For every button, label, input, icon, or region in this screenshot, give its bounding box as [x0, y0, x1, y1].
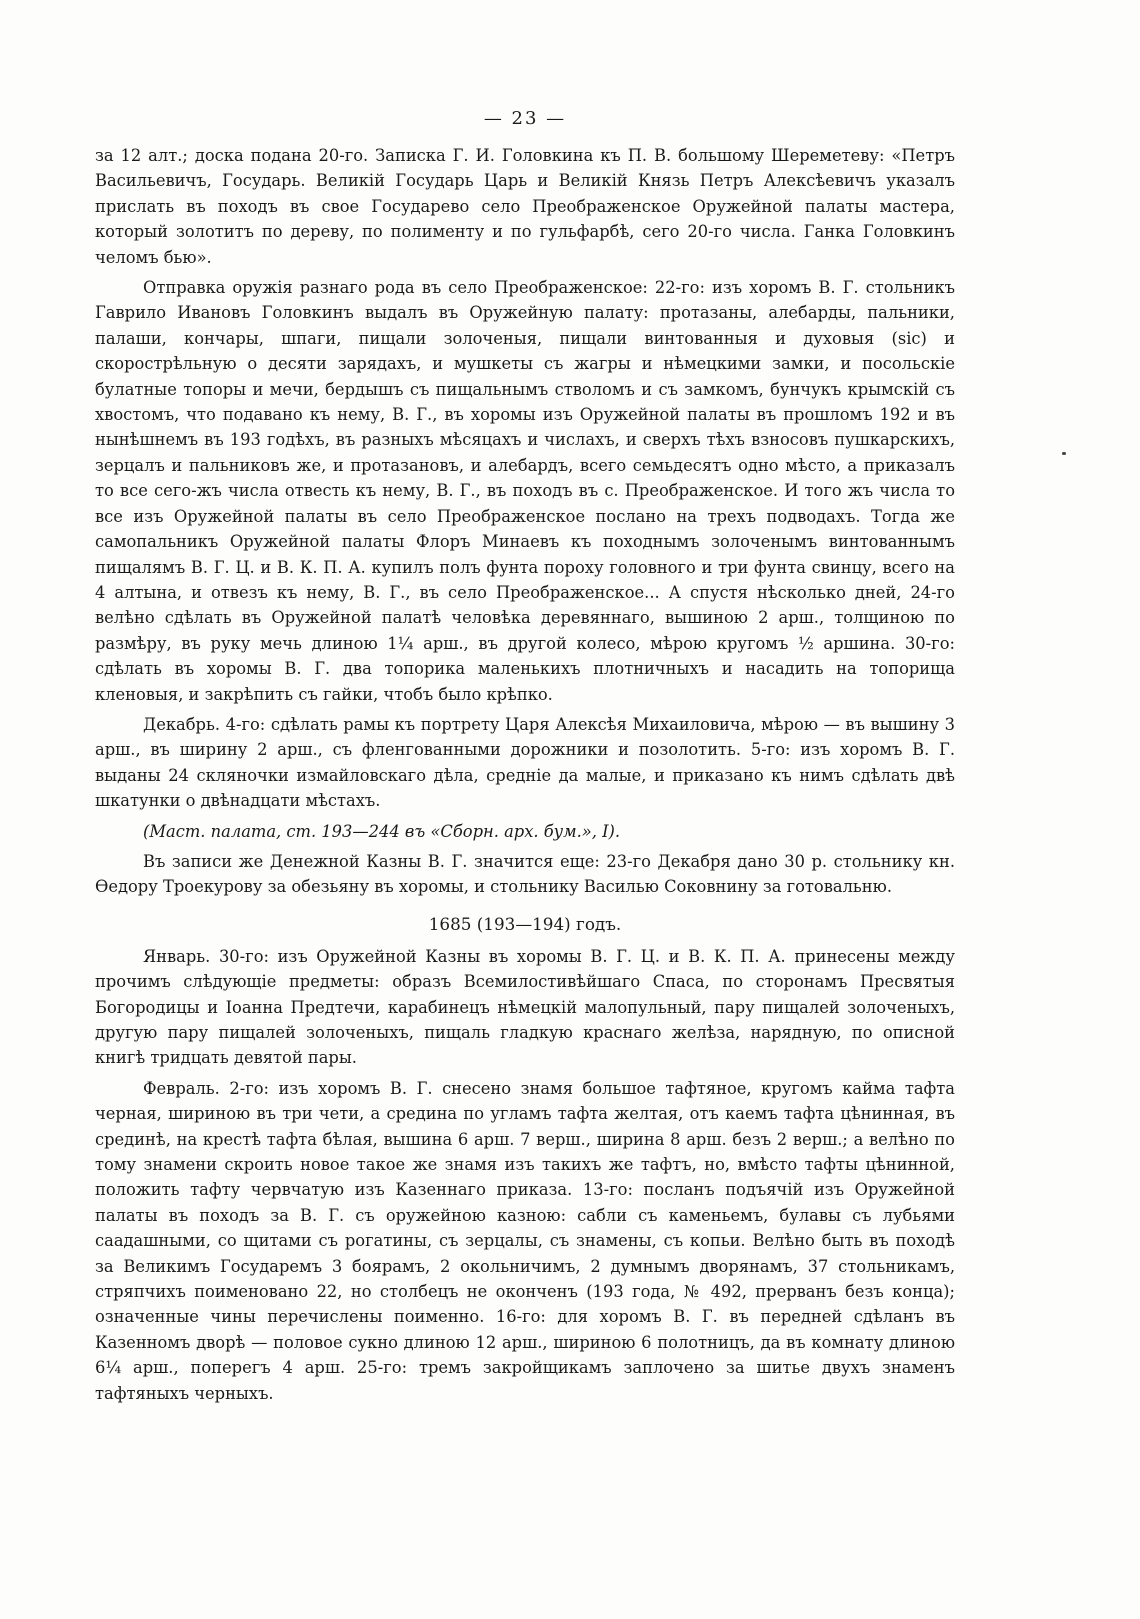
paragraph-december: Декабрь. 4-го: сдѣлать рамы къ портрету Царя Алексѣя Михаиловича, мѣрою — въ вышину 3 арш., въ ширину 2 арш., съ фленгованными дорожники и позолотить. 5-го: изъ хоромъ В. Г. выданы 24 скляночки измайловскаго дѣла, средніе да малые, и приказано къ нимъ сдѣлать двѣ шкатунки о двѣнадцати мѣстахъ. — [95, 714, 955, 811]
paragraph-february: Февраль. 2-го: изъ хоромъ В. Г. снесено знамя большое тафтяное, кругомъ кайма тафта черная, шириною въ три чети, а средина по угламъ тафта желтая, отъ каемъ тафта цѣнинная, въ срединѣ, на крестѣ тафта бѣлая, вышина 6 арш. 7 верш., ширина 8 арш. безъ 2 верш.; а велѣно по тому знамени скроить новое такое же знамя изъ такихъ же тафтъ, но, вмѣсто тафты цѣнинной, положить тафту червчатую изъ Казеннаго приказа. 13-го: посланъ подъячій изъ Оружейной палаты въ походъ за В. Г. съ оружейною казною: сабли съ каменьемъ, булавы съ лубьями саадашными, со щитами съ рогатины, съ зерцалы, съ знамены, съ копьи. Велѣно быть въ походѣ за Великимъ Государемъ 3 боярамъ, 2 окольничимъ, 2 думнымъ дворянамъ, 37 стольникамъ, стряпчихъ поименовано 22, но столбецъ не оконченъ (193 года, № 492, прерванъ безъ конца); означенные чины перечислены поименно. 16-го: для хоромъ В. Г. въ передней сдѣланъ въ Казенномъ дворѣ — половое сукно длиною 12 арш., шириною 6 полотницъ, да въ комнату длиною 6¼ арш., поперегъ 4 арш. 25-го: тремъ закройщикамъ заплочено за шитье двухъ знаменъ тафтяныхъ черныхъ. — [95, 1078, 955, 1403]
source-citation: (Маст. палата, ст. 193—244 въ «Сборн. арх. бум.», I). — [143, 821, 621, 841]
document-page — [95, 108, 955, 1411]
paragraph-golovkin-note: за 12 алт.; доска подана 20-го. Записка Г. И. Головкина къ П. В. большому Шереметеву: «Петръ Васильевичъ, Государь. Великій Государь Царь и Великій Князь Петръ Алексѣевичъ указалъ прислать въ походъ въ свое Государево село Преображенское Оружейной палаты мастера, который золотитъ по дереву, по полименту и по гульфарбѣ, сего 20-го числа. Ганка Головкинъ челомъ бью». — [95, 146, 955, 267]
paragraph-january: Январь. 30-го: изъ Оружейной Казны въ хоромы В. Г. Ц. и В. К. П. А. принесены между прочимъ слѣдующіе предметы: образъ Всемилостивѣйшаго Спаса, по сторонамъ Пресвятыя Богородицы и Іоанна Предтечи, карабинецъ нѣмецкій малопульный, пару пищалей золоченыхъ, другую пару пищалей золоченыхъ, пищаль гладкую краснаго желѣза, нарядную, по описной книгѣ тридцать девятой пары. — [95, 946, 955, 1068]
scan-speck — [1062, 452, 1066, 455]
paragraph-weapons-dispatch: Отправка оружія разнаго рода въ село Преображенское: 22-го: изъ хоромъ В. Г. стольникъ Гаврило Ивановъ Головкинъ выдалъ въ Оружейную палату: протазаны, алебарды, пальники, палаши, кончары, шпаги, пищали золоченыя, пищали винтованныя и духовыя (sic) и скорострѣльную о десяти зарядахъ, и мушкеты съ жагры и нѣмецкими замки, и посольскіе булатные топоры и мечи, бердышъ съ пищальнымъ стволомъ и съ замкомъ, бунчукъ крымскій съ хвостомъ, что подавано къ нему, В. Г., въ хоромы изъ Оружейной палаты въ прошломъ 192 и въ нынѣшнемъ въ 193 годѣхъ, въ разныхъ мѣсяцахъ и числахъ, и сверхъ тѣхъ взносовъ пушкарскихъ, зерцалъ и пальниковъ же, и протазановъ, и алебардъ, всего семьдесятъ одно мѣсто, а приказалъ то все сего-жъ числа отвесть къ нему, В. Г., въ походъ въ с. Преображенское. И того жъ числа то все изъ Оружейной палаты въ село Преображенское послано на трехъ подводахъ. Тогда же самопальникъ Оружейной палаты Флоръ Минаевъ къ походнымъ золоченымъ винтованнымъ пищалямъ В. Г. Ц. и В. К. П. А. купилъ полъ фунта пороху головного и три фунта свинцу, всего на 4 алтына, и отвезъ къ нему, В. Г., въ село Преображенское... А спустя нѣсколько дней, 24-го велѣно сдѣлать въ Оружейной палатѣ человѣка деревяннаго, вышиною 2 арш., толщиною по размѣру, въ руку мечь длиною 1¼ арш., въ другой колесо, мѣрою кругомъ ½ аршина. 30-го: сдѣлать въ хоромы В. Г. два топорика маленькихъ плотничныхъ и насадить на топорища кленовыя, и закрѣпить съ гайки, чтобъ было крѣпко. — [95, 278, 955, 704]
paragraph-money-treasury: Въ записи же Денежной Казны В. Г. значится еще: 23-го Декабря дано 30 р. стольнику кн. Ѳедору Троекурову за обезьяну въ хоромы, и стольнику Василью Соковнину за готовальню. — [95, 851, 955, 897]
section-heading-1685: 1685 (193—194) годъ. — [428, 913, 622, 934]
page-number: — 23 — — [483, 108, 567, 129]
